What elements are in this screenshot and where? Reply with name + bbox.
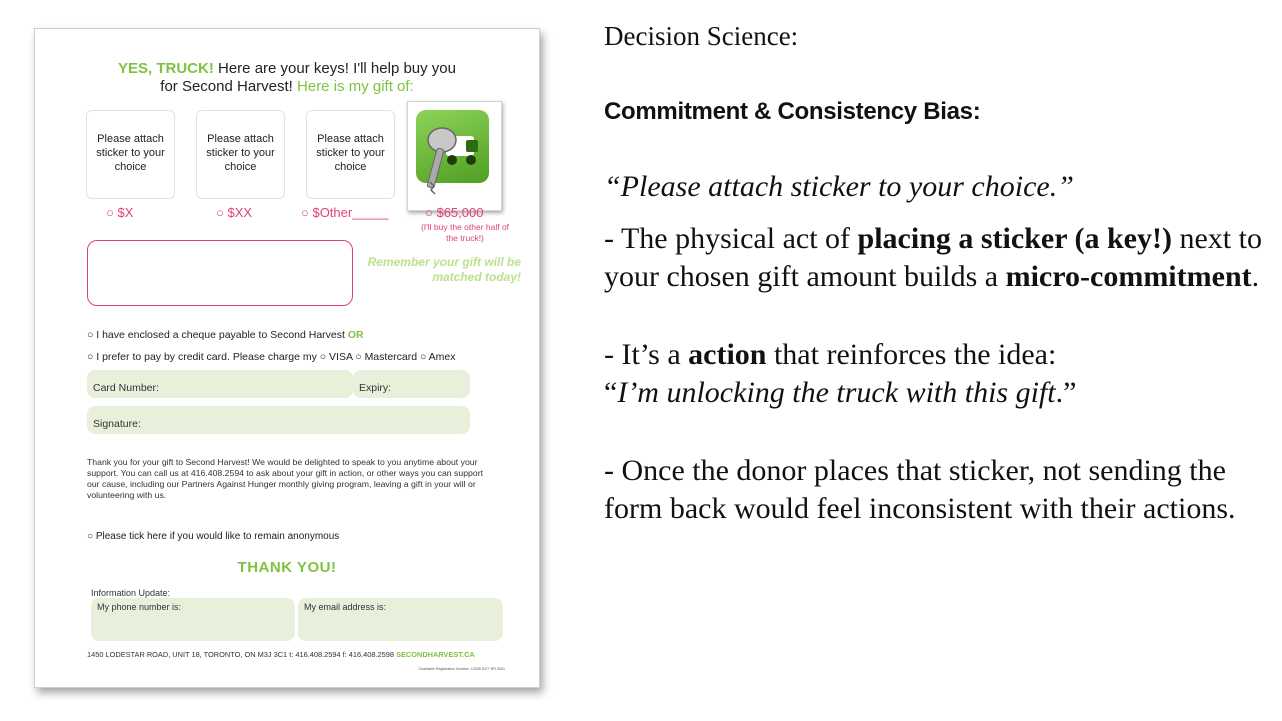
sticker-box-label: Please attach sticker to your choice bbox=[316, 133, 385, 173]
slide-title: Decision Science: bbox=[604, 21, 799, 51]
email-label: My email address is: bbox=[304, 602, 387, 612]
anonymous-option[interactable]: ○ Please tick here if you would like to remain anonymous bbox=[87, 531, 340, 542]
expiry-label: Expiry: bbox=[359, 382, 392, 394]
footer-site: SECONDHARVEST.CA bbox=[396, 650, 475, 659]
credit-option[interactable]: ○ I prefer to pay by credit card. Please charge my ○ VISA ○ Mastercard ○ Amex bbox=[87, 351, 456, 363]
footer-address: 1450 LODESTAR ROAD, UNIT 18, TORONTO, ON M3J 3C1 t: 416.408.2594 f: 416.408.2598 bbox=[87, 650, 394, 659]
cheque-option[interactable] bbox=[87, 329, 364, 341]
amount-65000[interactable]: ○ $65,000 bbox=[425, 205, 484, 220]
sticker-box-label: Please attach sticker to your choice bbox=[96, 133, 165, 173]
cheque-text: ○ I have enclosed a cheque payable to Second Harvest bbox=[87, 329, 348, 341]
headline-mid: Here are your keys! I'll help buy you bbox=[213, 60, 456, 77]
bias-heading: Commitment & Consistency Bias: bbox=[604, 98, 981, 125]
bullet-1-e: . bbox=[1251, 260, 1260, 293]
phone-field[interactable] bbox=[91, 598, 295, 641]
bullet-1-b: placing a sticker (a key!) bbox=[857, 222, 1172, 255]
amount-x[interactable]: ○ $X bbox=[106, 205, 134, 220]
bullet-1-a: - The physical act of bbox=[604, 222, 858, 255]
signature-label: Signature: bbox=[93, 418, 141, 430]
form-headline bbox=[35, 60, 539, 96]
bullet-2-a: - It’s a bbox=[604, 338, 689, 371]
registration-number: Charitable Registration Number: 13395 5477 RR 0001 bbox=[418, 667, 505, 671]
donation-form-image bbox=[34, 28, 540, 688]
key-icon bbox=[408, 102, 501, 210]
card-number-field[interactable] bbox=[87, 370, 353, 398]
bullet-2-c: that reinforces the idea: bbox=[766, 338, 1057, 371]
thanks-paragraph: Thank you for your gift to Second Harvest! We would be delighted to speak to you anytime about your support. You can call us at 416.408.2594 to ask about your gift in action, or other ways you can support our cause, including our Partners Against Hunger monthly giving program, leaving a gift in your will or volunteering with us. bbox=[87, 457, 484, 500]
expiry-field[interactable] bbox=[353, 370, 470, 398]
amount-xx[interactable]: ○ $XX bbox=[216, 205, 253, 220]
amount-note: (I'll buy the other half of the truck!) bbox=[420, 222, 510, 243]
cheque-or: OR bbox=[347, 329, 364, 341]
bullet-2-b: action bbox=[688, 338, 767, 371]
email-field[interactable] bbox=[298, 598, 503, 641]
amount-other[interactable]: ○ $Other_____ bbox=[301, 205, 389, 220]
remember-note: Remember your gift will be matched today! bbox=[367, 255, 521, 284]
headline-line2: for Second Harvest! bbox=[160, 78, 298, 95]
headline-gift: Here is my gift of: bbox=[297, 78, 414, 95]
headline-yes: YES, TRUCK! bbox=[118, 60, 214, 77]
bullet-1-c: next to your chosen gift amount builds a bbox=[604, 222, 1262, 293]
bullet-2-d: I’m unlocking the truck with this gift bbox=[617, 376, 1056, 409]
phone-label: My phone number is: bbox=[97, 602, 182, 612]
bullet-3: - Once the donor places that sticker, not sending the form back would feel inconsistent with their actions. bbox=[604, 454, 1236, 525]
sticker-box-2 bbox=[196, 110, 285, 199]
bullet-2: - It’s a action that reinforces the idea: “I’m unlocking the truck with this gift.” bbox=[604, 338, 1077, 409]
bullet-1-d: micro-commitment bbox=[1005, 260, 1252, 293]
thank-you-heading: THANK YOU! bbox=[237, 559, 337, 576]
gift-message-box[interactable] bbox=[87, 240, 353, 306]
card-number-label: Card Number: bbox=[93, 382, 159, 394]
sticker-box-1 bbox=[86, 110, 175, 199]
quote-text: “Please attach sticker to your choice.” bbox=[604, 170, 1074, 203]
form-footer bbox=[87, 650, 507, 659]
bullet-1 bbox=[604, 220, 1264, 296]
sticker-box-3 bbox=[306, 110, 395, 199]
info-update-label: Information Update: bbox=[91, 588, 171, 598]
key-sticker bbox=[407, 101, 502, 211]
sticker-box-label: Please attach sticker to your choice bbox=[206, 133, 275, 173]
signature-field[interactable] bbox=[87, 406, 470, 434]
